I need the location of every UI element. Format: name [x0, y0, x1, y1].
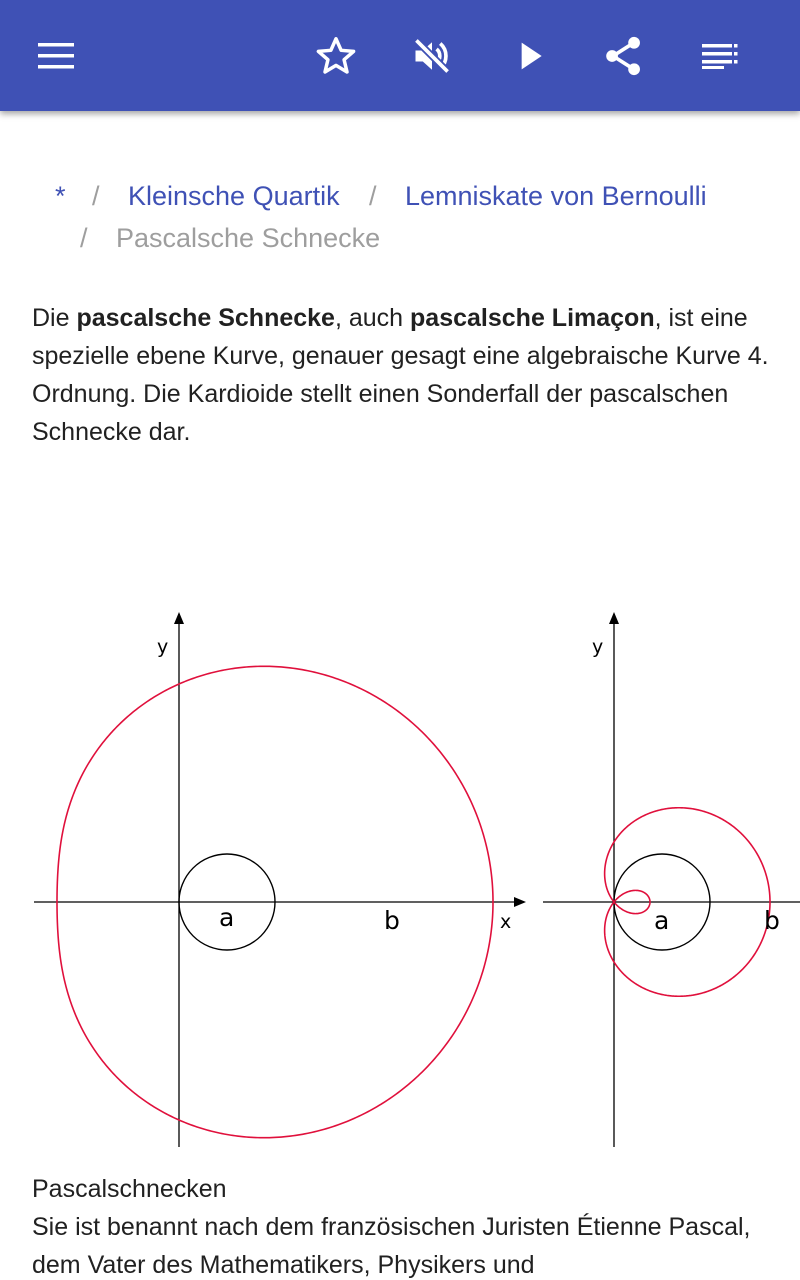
intro-bold-term: pascalsche Limaçon — [410, 304, 655, 332]
figure-caption — [32, 1170, 772, 1280]
breadcrumb-separator: / — [92, 181, 100, 211]
curve-label-b: b — [764, 906, 780, 935]
bookmark-button[interactable] — [310, 30, 362, 82]
app-bar — [0, 0, 800, 111]
caption-title: Pascalschnecken — [32, 1175, 227, 1203]
intro-text: Die — [32, 304, 77, 332]
playlist-icon — [700, 41, 740, 71]
curve-label-b: b — [384, 906, 400, 935]
breadcrumb-separator: / — [80, 223, 88, 253]
diagram-left — [34, 614, 524, 1147]
menu-button[interactable] — [30, 30, 82, 82]
mute-button[interactable] — [406, 30, 458, 82]
play-button[interactable] — [504, 30, 556, 82]
y-axis-label: y — [592, 636, 604, 658]
share-icon — [602, 34, 646, 78]
diagram-right — [543, 614, 800, 1147]
playlist-button[interactable] — [694, 30, 746, 82]
breadcrumb-current: Pascalsche Schnecke — [116, 223, 381, 253]
play-icon — [510, 36, 550, 76]
intro-bold-term: pascalsche Schnecke — [76, 304, 335, 332]
x-axis-label: x — [500, 911, 512, 933]
breadcrumb-link-lemniskate[interactable]: Lemniskate von Bernoulli — [405, 181, 707, 211]
circle-label-a: a — [654, 906, 670, 935]
breadcrumb-link-kleinsche-quartik[interactable]: Kleinsche Quartik — [128, 181, 340, 211]
intro-text: , ist eine spezielle ebene Kurve, genauer gesagt eine algebraische Kurve 4. Ordnung. Die Kardioide stellt einen Sonderfall der pascalschen Schnecke dar. — [32, 304, 769, 446]
y-axis-label: y — [157, 636, 169, 658]
star-outline-icon — [314, 34, 358, 78]
intro-text: , auch — [334, 304, 411, 332]
limacon-figure[interactable] — [0, 492, 800, 1147]
share-button[interactable] — [598, 30, 650, 82]
breadcrumb-separator: / — [369, 181, 377, 211]
article-content — [0, 111, 800, 1280]
volume-off-icon — [410, 34, 454, 78]
intro-paragraph — [32, 299, 772, 451]
circle-label-a: a — [219, 903, 235, 932]
hamburger-menu-icon — [36, 41, 76, 71]
body-text: Sie ist benannt nach dem französischen Juristen Étienne Pascal, dem Vater des Mathematikers, Physikers und — [32, 1213, 751, 1279]
breadcrumb-home-link[interactable]: * — [55, 181, 66, 211]
